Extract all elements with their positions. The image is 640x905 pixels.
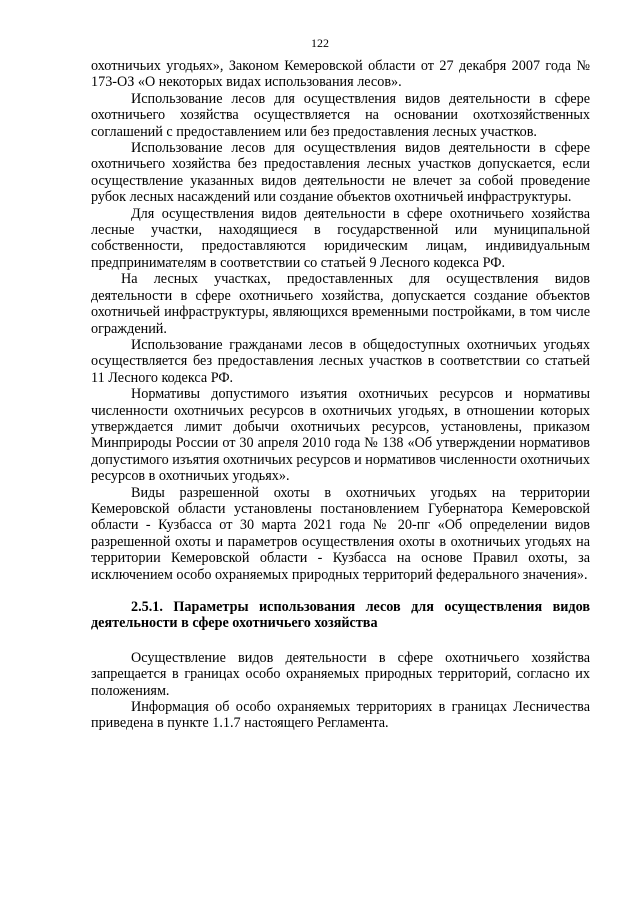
paragraph: Использование лесов для осуществления видов деятельности в сфере охотничьего хозяйства осуществляется на основании охотхозяйственных соглашений с предоставлением или без предоставления лесных участков.	[91, 90, 590, 140]
page-number: 122	[311, 36, 329, 50]
page-body	[91, 58, 590, 732]
paragraph: Осуществление видов деятельности в сфере охотничьего хозяйства запрещается в границах особо охраняемых природных территорий, согласно их положениям.	[91, 649, 590, 699]
paragraph: Информация об особо охраняемых территориях в границах Лесничества приведена в пункте 1.1.7 настоящего Регламента.	[91, 699, 590, 732]
section-heading: 2.5.1. Параметры использования лесов для осуществления видов деятельности в сфере охотничьего хозяйства	[91, 599, 590, 632]
paragraph: Использование лесов для осуществления видов деятельности в сфере охотничьего хозяйства без предоставления лесных участков допускается, если осуществление указанных видов деятельности не влечет за собой проведение рубок лесных насаждений или создание объектов охотничьей инфраструктуры.	[91, 140, 590, 206]
paragraph: Для осуществления видов деятельности в сфере охотничьего хозяйства лесные участки, находящиеся в государственной или муниципальной собственности, предоставляются юридическим лицам, индивидуальным предпринимателям в соответствии со статьей 9 Лесного кодекса РФ.	[91, 205, 590, 271]
paragraph: Виды разрешенной охоты в охотничьих угодьях на территории Кемеровской области установлены постановлением Губернатора Кемеровской области - Кузбасса от 30 марта 2021 года № 20-пг «Об определении видов разрешенной охоты и параметров осуществления охоты в охотничьих угодьях на территории Кемеровской области - Кузбасса на основе Правил охоты, за исключением особо охраняемых природных территорий федерального значения».	[91, 484, 590, 583]
paragraph: На лесных участках, предоставленных для осуществления видов деятельности в сфере охотничьего хозяйства, допускается создание объектов охотничьей инфраструктуры, являющихся временными постройками, в том числе ограждений.	[91, 271, 590, 337]
paragraph: охотничьих угодьях», Законом Кемеровской области от 27 декабря 2007 года № 173-ОЗ «О некоторых видах использования лесов».	[91, 58, 590, 91]
paragraph: Нормативы допустимого изъятия охотничьих ресурсов и нормативы численности охотничьих ресурсов в охотничьих угодьях, в отношении которых утверждается лимит добычи охотничьих ресурсов, установлены, приказом Минприроды России от 30 апреля 2010 года № 138 «Об утверждении нормативов допустимого изъятия охотничьих ресурсов и нормативов численности охотничьих ресурсов в охотничьих угодьях».	[91, 386, 590, 485]
paragraph: Использование гражданами лесов в общедоступных охотничьих угодьях осуществляется без предоставления лесных участков в соответствии со статьей 11 Лесного кодекса РФ.	[91, 336, 590, 386]
